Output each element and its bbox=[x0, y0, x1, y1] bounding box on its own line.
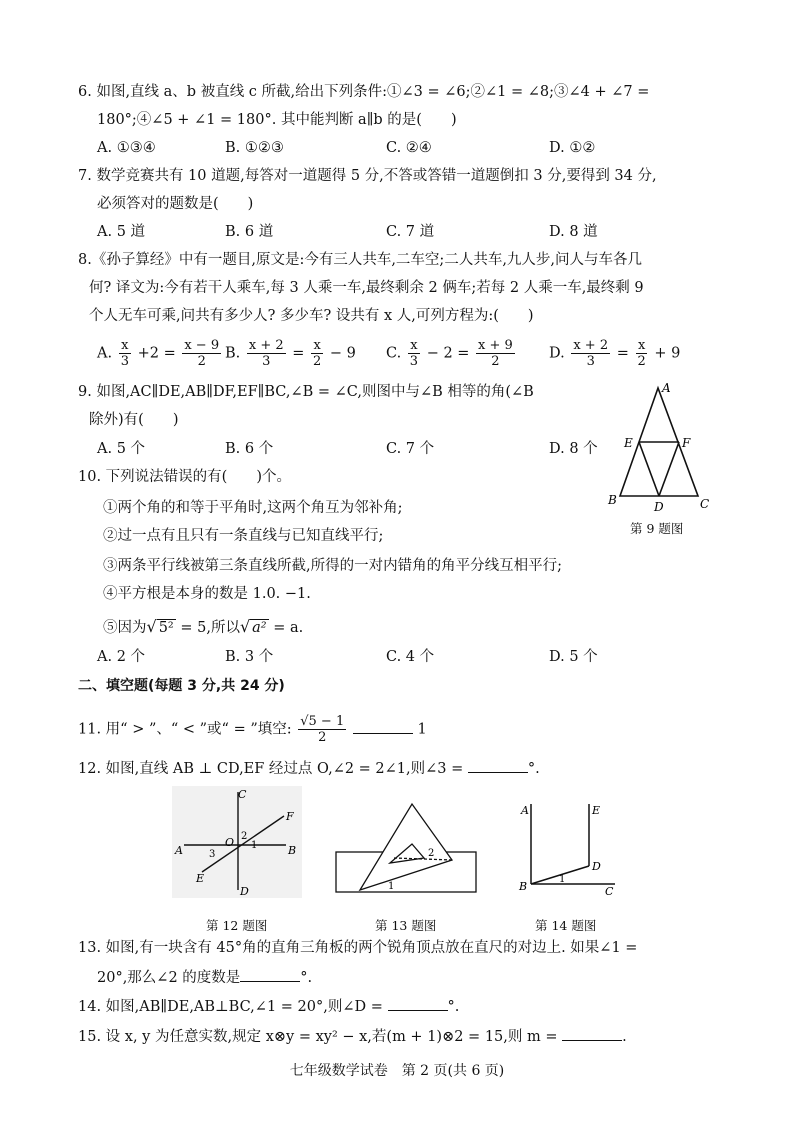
q9-label-a: A bbox=[662, 381, 671, 395]
q14-label-e: E bbox=[592, 804, 601, 817]
q13-answer-blank[interactable] bbox=[240, 967, 300, 982]
q12-label-a: A bbox=[175, 844, 183, 857]
section-fill-in-title: 二、填空题(每题 3 分,共 24 分) bbox=[78, 678, 285, 694]
q9-option-a: A. 5 个 bbox=[97, 441, 146, 457]
q14-label-c: C bbox=[605, 885, 614, 896]
q13-label-1: 1 bbox=[388, 881, 395, 892]
q12-label-c: C bbox=[238, 788, 247, 801]
q12-label-3: 3 bbox=[209, 849, 216, 860]
q9-caption: 第 9 题图 bbox=[630, 521, 684, 536]
q9-option-d: D. 8 个 bbox=[549, 441, 598, 457]
q14-label-d: D bbox=[592, 860, 601, 873]
q10-item1: ①两个角的和等于平角时,这两个角互为邻补角; bbox=[103, 500, 403, 516]
q7-option-c: C. 7 道 bbox=[386, 224, 435, 240]
q8-option-a: A. $\frac{x}{3}$ +2 = $\frac{x - 9}{2}$ bbox=[97, 338, 220, 369]
q9-segment-ed bbox=[639, 442, 659, 496]
q13-triangle bbox=[360, 804, 452, 890]
q14-label-b: B bbox=[519, 880, 528, 893]
q12-line: 12. 如图,直线 AB ⊥ CD,EF 经过点 O,∠2 = 2∠1,则∠3 = °. bbox=[78, 758, 540, 779]
q10-option-b: B. 3 个 bbox=[225, 649, 274, 665]
q12-label-d: D bbox=[240, 885, 249, 898]
q13-label-2: 2 bbox=[428, 848, 435, 859]
q7-line1: 7. 数学竞赛共有 10 道题,每答对一道题得 5 分,不答或答错一道题倒扣 3 分,要得到 34 分, bbox=[78, 168, 657, 184]
q10-option-d: D. 5 个 bbox=[549, 649, 598, 665]
q14-figure bbox=[513, 796, 623, 896]
q12-label-b: B bbox=[288, 844, 297, 857]
q13-line2: 20°,那么∠2 的度数是 °. bbox=[97, 967, 312, 988]
q9-label-d: D bbox=[654, 500, 664, 514]
q8-line3: 个人无车可乘,问共有多少人? 多少车? 设共有 x 人,可列方程为:( ) bbox=[89, 308, 534, 324]
q8-line1: 8.《孙子算经》中有一题目,原文是:今有三人共车,二车空;二人共车,九人步,问人与车各几 bbox=[78, 252, 643, 268]
q9-line1: 9. 如图,AC∥DE,AB∥DF,EF∥BC,∠B = ∠C,则图中与∠B 相等的角(∠B bbox=[78, 384, 534, 400]
q14-label-a: A bbox=[521, 804, 529, 817]
q9-segment-fd bbox=[659, 442, 679, 496]
q6-option-c: C. ②④ bbox=[386, 140, 432, 156]
q13-figure bbox=[332, 800, 482, 896]
q10-item3: ③两条平行线被第三条直线所截,所得的一对内错角的角平分线互相平行; bbox=[103, 558, 562, 574]
q9-option-c: C. 7 个 bbox=[386, 441, 435, 457]
q10-item4: ④平方根是本身的数是 1.0. −1. bbox=[103, 586, 311, 602]
q10-item5: ⑤因为√ 5² = 5,所以√ a² = a. bbox=[103, 617, 304, 636]
q11-line: 11. 用“ > ”、“ < ”或“ = ”填空: $\frac{√5 - 1}{2}$ 1 bbox=[78, 714, 427, 745]
q10-option-c: C. 4 个 bbox=[386, 649, 435, 665]
q10-option-a: A. 2 个 bbox=[97, 649, 146, 665]
q15-line: 15. 设 x, y 为任意实数,规定 x⊗y = xy² − x,若(m + 1)⊗2 = 15,则 m = . bbox=[78, 1026, 627, 1047]
q9-option-b: B. 6 个 bbox=[225, 441, 274, 457]
q9-label-c: C bbox=[700, 497, 710, 511]
q7-option-a: A. 5 道 bbox=[97, 224, 146, 240]
q6-option-b: B. ①②③ bbox=[225, 140, 284, 156]
q9-line2: 除外)有( ) bbox=[89, 412, 179, 428]
q9-label-f: F bbox=[682, 436, 691, 450]
q14-caption: 第 14 题图 bbox=[535, 918, 597, 933]
q13-caption: 第 13 题图 bbox=[375, 918, 437, 933]
q8-option-c: C. $\frac{x}{3}$ − 2 = $\frac{x + 9}{2}$ bbox=[386, 338, 513, 369]
q9-figure bbox=[604, 380, 714, 516]
q7-option-b: B. 6 道 bbox=[225, 224, 274, 240]
q10-line1: 10. 下列说法错误的有( )个。 bbox=[78, 469, 291, 485]
q12-label-2: 2 bbox=[241, 831, 248, 842]
q12-label-f: F bbox=[286, 810, 294, 823]
q8-option-d: D. $\frac{x + 2}{3}$ = $\frac{x}{2}$ + 9 bbox=[549, 338, 681, 369]
q8-line2: 何? 译文为:今有若干人乘车,每 3 人乘一车,最终剩余 2 俩车;若每 2 人乘一车,最终剩 9 bbox=[89, 280, 644, 296]
q7-option-d: D. 8 道 bbox=[549, 224, 598, 240]
q9-label-b: B bbox=[608, 493, 617, 507]
q10-item2: ②过一点有且只有一条直线与已知直线平行; bbox=[103, 528, 384, 544]
q7-line2: 必须答对的题数是( ) bbox=[97, 196, 254, 212]
q12-label-1: 1 bbox=[251, 840, 258, 851]
q12-figure bbox=[172, 786, 302, 898]
q6-option-a: A. ①③④ bbox=[97, 140, 156, 156]
q12-answer-blank[interactable] bbox=[468, 758, 528, 773]
q12-caption: 第 12 题图 bbox=[206, 918, 268, 933]
q12-label-o: O bbox=[225, 836, 235, 849]
q8-option-b: B. $\frac{x + 2}{3}$ = $\frac{x}{2}$ − 9 bbox=[225, 338, 356, 369]
q14-answer-blank[interactable] bbox=[388, 996, 448, 1011]
q13-line1: 13. 如图,有一块含有 45°角的直角三角板的两个锐角顶点放在直尺的对边上. 如果∠1 = bbox=[78, 940, 638, 956]
q6-line1: 6. 如图,直线 a、b 被直线 c 所截,给出下列条件:①∠3 = ∠6;②∠1 = ∠8;③∠4 + ∠7 = bbox=[78, 84, 650, 100]
q11-answer-blank[interactable] bbox=[353, 719, 413, 734]
q15-answer-blank[interactable] bbox=[562, 1026, 622, 1041]
q6-option-d: D. ①② bbox=[549, 140, 596, 156]
q6-line2: 180°;④∠5 + ∠1 = 180°. 其中能判断 a∥b 的是( ) bbox=[97, 112, 457, 128]
q12-label-e: E bbox=[196, 872, 205, 885]
page-footer: 七年级数学试卷 第 2 页(共 6 页) bbox=[289, 1063, 505, 1079]
q14-line: 14. 如图,AB∥DE,AB⊥BC,∠1 = 20°,则∠D = °. bbox=[78, 996, 459, 1017]
q14-label-1: 1 bbox=[559, 874, 566, 885]
q9-label-e: E bbox=[624, 436, 633, 450]
